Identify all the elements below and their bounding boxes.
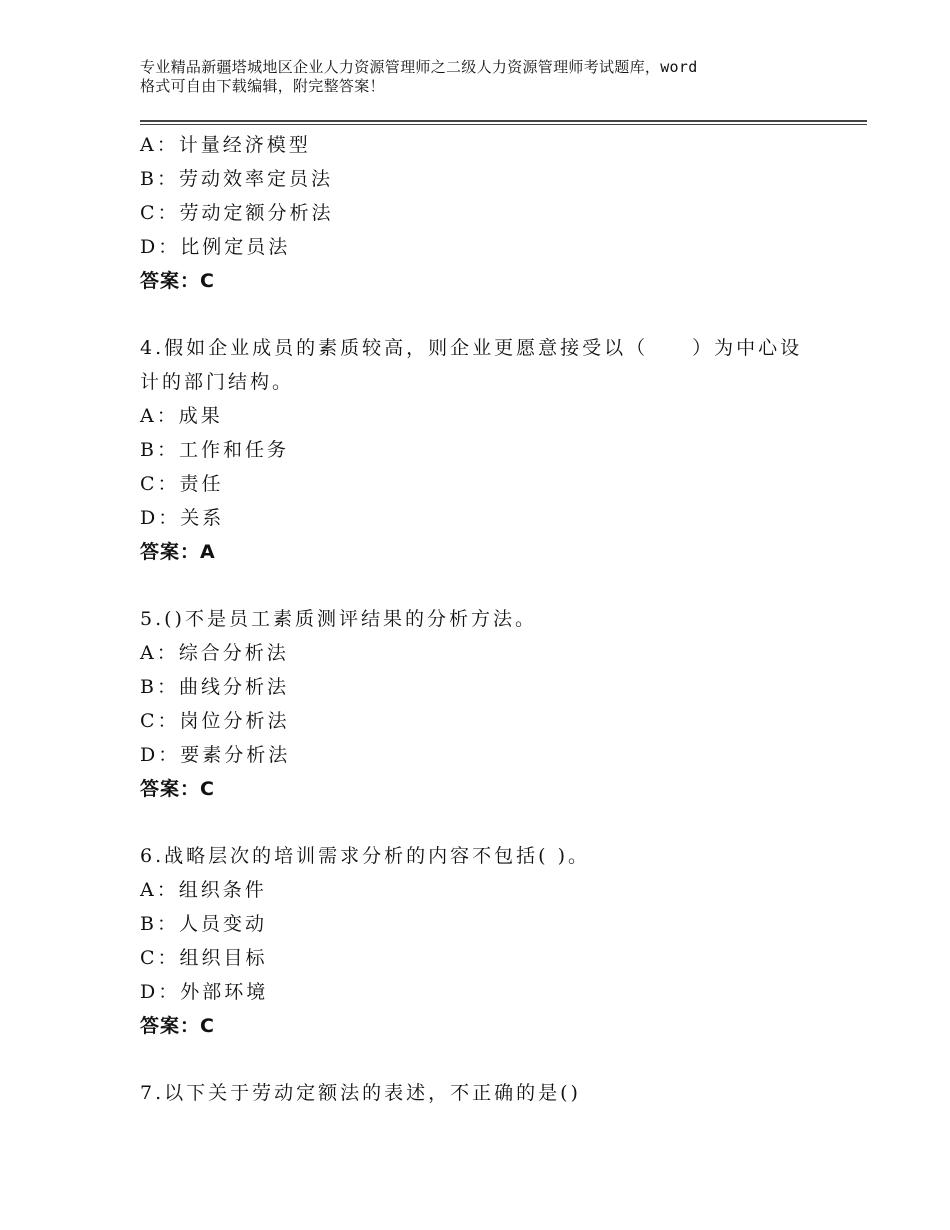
header-divider-thick: [140, 120, 867, 122]
option-b: B：人员变动: [140, 913, 267, 935]
answer-line: 答案：A: [140, 541, 216, 563]
option-d: D：关系: [140, 507, 225, 529]
option-c: C：责任: [140, 473, 224, 495]
option-d: D：要素分析法: [140, 744, 291, 766]
option-a: A：成果: [140, 405, 223, 427]
answer-line: 答案：C: [140, 778, 215, 800]
header-line-2: 格式可自由下载编辑，附完整答案！: [140, 77, 385, 95]
question-stem: 4.假如企业成员的素质较高，则企业更愿意接受以（ ）为中心设: [140, 337, 803, 359]
option-d: D：比例定员法: [140, 236, 291, 258]
option-b: B：劳动效率定员法: [140, 168, 333, 190]
option-b: B：曲线分析法: [140, 676, 289, 698]
option-a: A：综合分析法: [140, 642, 289, 664]
option-d: D：外部环境: [140, 981, 269, 1003]
option-c: C：劳动定额分析法: [140, 202, 334, 224]
option-b: B：工作和任务: [140, 439, 289, 461]
option-a: A：组织条件: [140, 879, 267, 901]
option-c: C：组织目标: [140, 947, 268, 969]
question-6: [140, 839, 840, 1043]
question-stem: 5.()不是员工素质测评结果的分析方法。: [140, 608, 537, 630]
answer-line: 答案：C: [140, 1015, 215, 1037]
question-7: [140, 1076, 840, 1110]
question-stem: 7.以下关于劳动定额法的表述，不正确的是(): [140, 1082, 581, 1104]
question-stem: 6.战略层次的培训需求分析的内容不包括( )。: [140, 845, 590, 867]
header-divider-thin: [140, 124, 867, 125]
document-header: [140, 58, 840, 96]
answer-line: 答案：C: [140, 270, 215, 292]
question-5: [140, 602, 840, 806]
question-4: [140, 331, 840, 569]
option-c: C：岗位分析法: [140, 710, 290, 732]
question-stem-continued: 计的部门结构。: [140, 371, 295, 393]
question-3: [140, 128, 840, 298]
header-line-1: 专业精品新疆塔城地区企业人力资源管理师之二级人力资源管理师考试题库，word: [140, 58, 698, 76]
option-a: A：计量经济模型: [140, 134, 311, 156]
question-list: [140, 128, 840, 1110]
